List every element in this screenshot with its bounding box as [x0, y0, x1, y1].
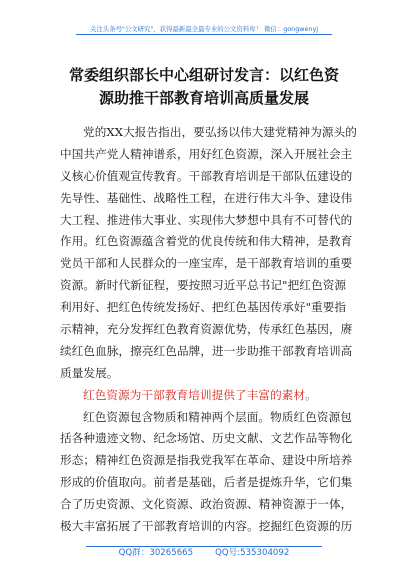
body-line: 括各种遗迹文物、纪念场馆、历史文献、文艺作品等物化: [60, 431, 353, 446]
body-line: 中国共产党人精神谱系，用好红色资源，深入开展社会主: [60, 146, 353, 161]
footer-qq-number: QQ号:535304092: [215, 548, 290, 558]
title-line: 源助推干部教育培训高质量发展: [98, 89, 309, 107]
body-line: 质量发展。: [60, 365, 119, 380]
body-line: 党员干部和人民群众的一座宝库，是干部教育培训的重要: [60, 256, 353, 271]
body-line: 义核心价值观宣传教育。干部教育培训是干部队伍建设的: [60, 168, 353, 183]
footer: [86, 546, 322, 560]
body-line: 形态；精神红色资源是指我党我军在革命、建设中所培养: [60, 453, 353, 468]
body-line: 利用好、把红色传统发扬好、把红色基因传承好"重要指: [60, 300, 347, 315]
body-line: 形成的价值取向。前者是基础，后者是提炼升华，它们集: [60, 475, 353, 490]
footer-qq-group: QQ群：30265665: [118, 548, 194, 558]
section-heading: 红色资源为干部教育培训提供了丰富的素材。: [83, 387, 317, 402]
body-line: 续红色血脉，擦亮红色品牌，进一步助推干部教育培训高: [60, 343, 353, 358]
body-line: 极大丰富拓展了干部教育培训的内容。挖掘红色资源的历: [60, 519, 353, 534]
title-line: 常委组织部长中心组研讨发言：以红色资: [68, 66, 339, 84]
header-banner-text: 关注头条号"公文研究"，获得最新最全最专业的公文资料库！ 微信：gongwenyj: [89, 25, 319, 33]
body-line: 红色资源包含物质和精神两个层面。物质红色资源包: [83, 409, 352, 424]
body-line: 大工程、推进伟大事业、实现伟大梦想中具有不可替代的: [60, 212, 353, 227]
body-line: 党的XX大报告指出，要弘扬以伟大建党精神为源头的: [83, 125, 357, 139]
body-line: 作用。红色资源蕴含着党的优良传统和伟大精神，是教育: [60, 234, 353, 249]
body-line: 合了历史资源、文化资源、政治资源、精神资源于一体，: [60, 497, 353, 512]
document-title: [40, 64, 368, 110]
body-line: 资源。新时代新征程，要按照习近平总书记"把红色资源: [60, 278, 347, 293]
body-line: 示精神，充分发挥红色教育资源优势，传承红色基因，赓: [60, 322, 353, 337]
body-line: 先导性、基础性、战略性工程，在进行伟大斗争、建设伟: [60, 190, 353, 205]
document-body: [60, 122, 357, 538]
header-banner: [76, 25, 332, 35]
